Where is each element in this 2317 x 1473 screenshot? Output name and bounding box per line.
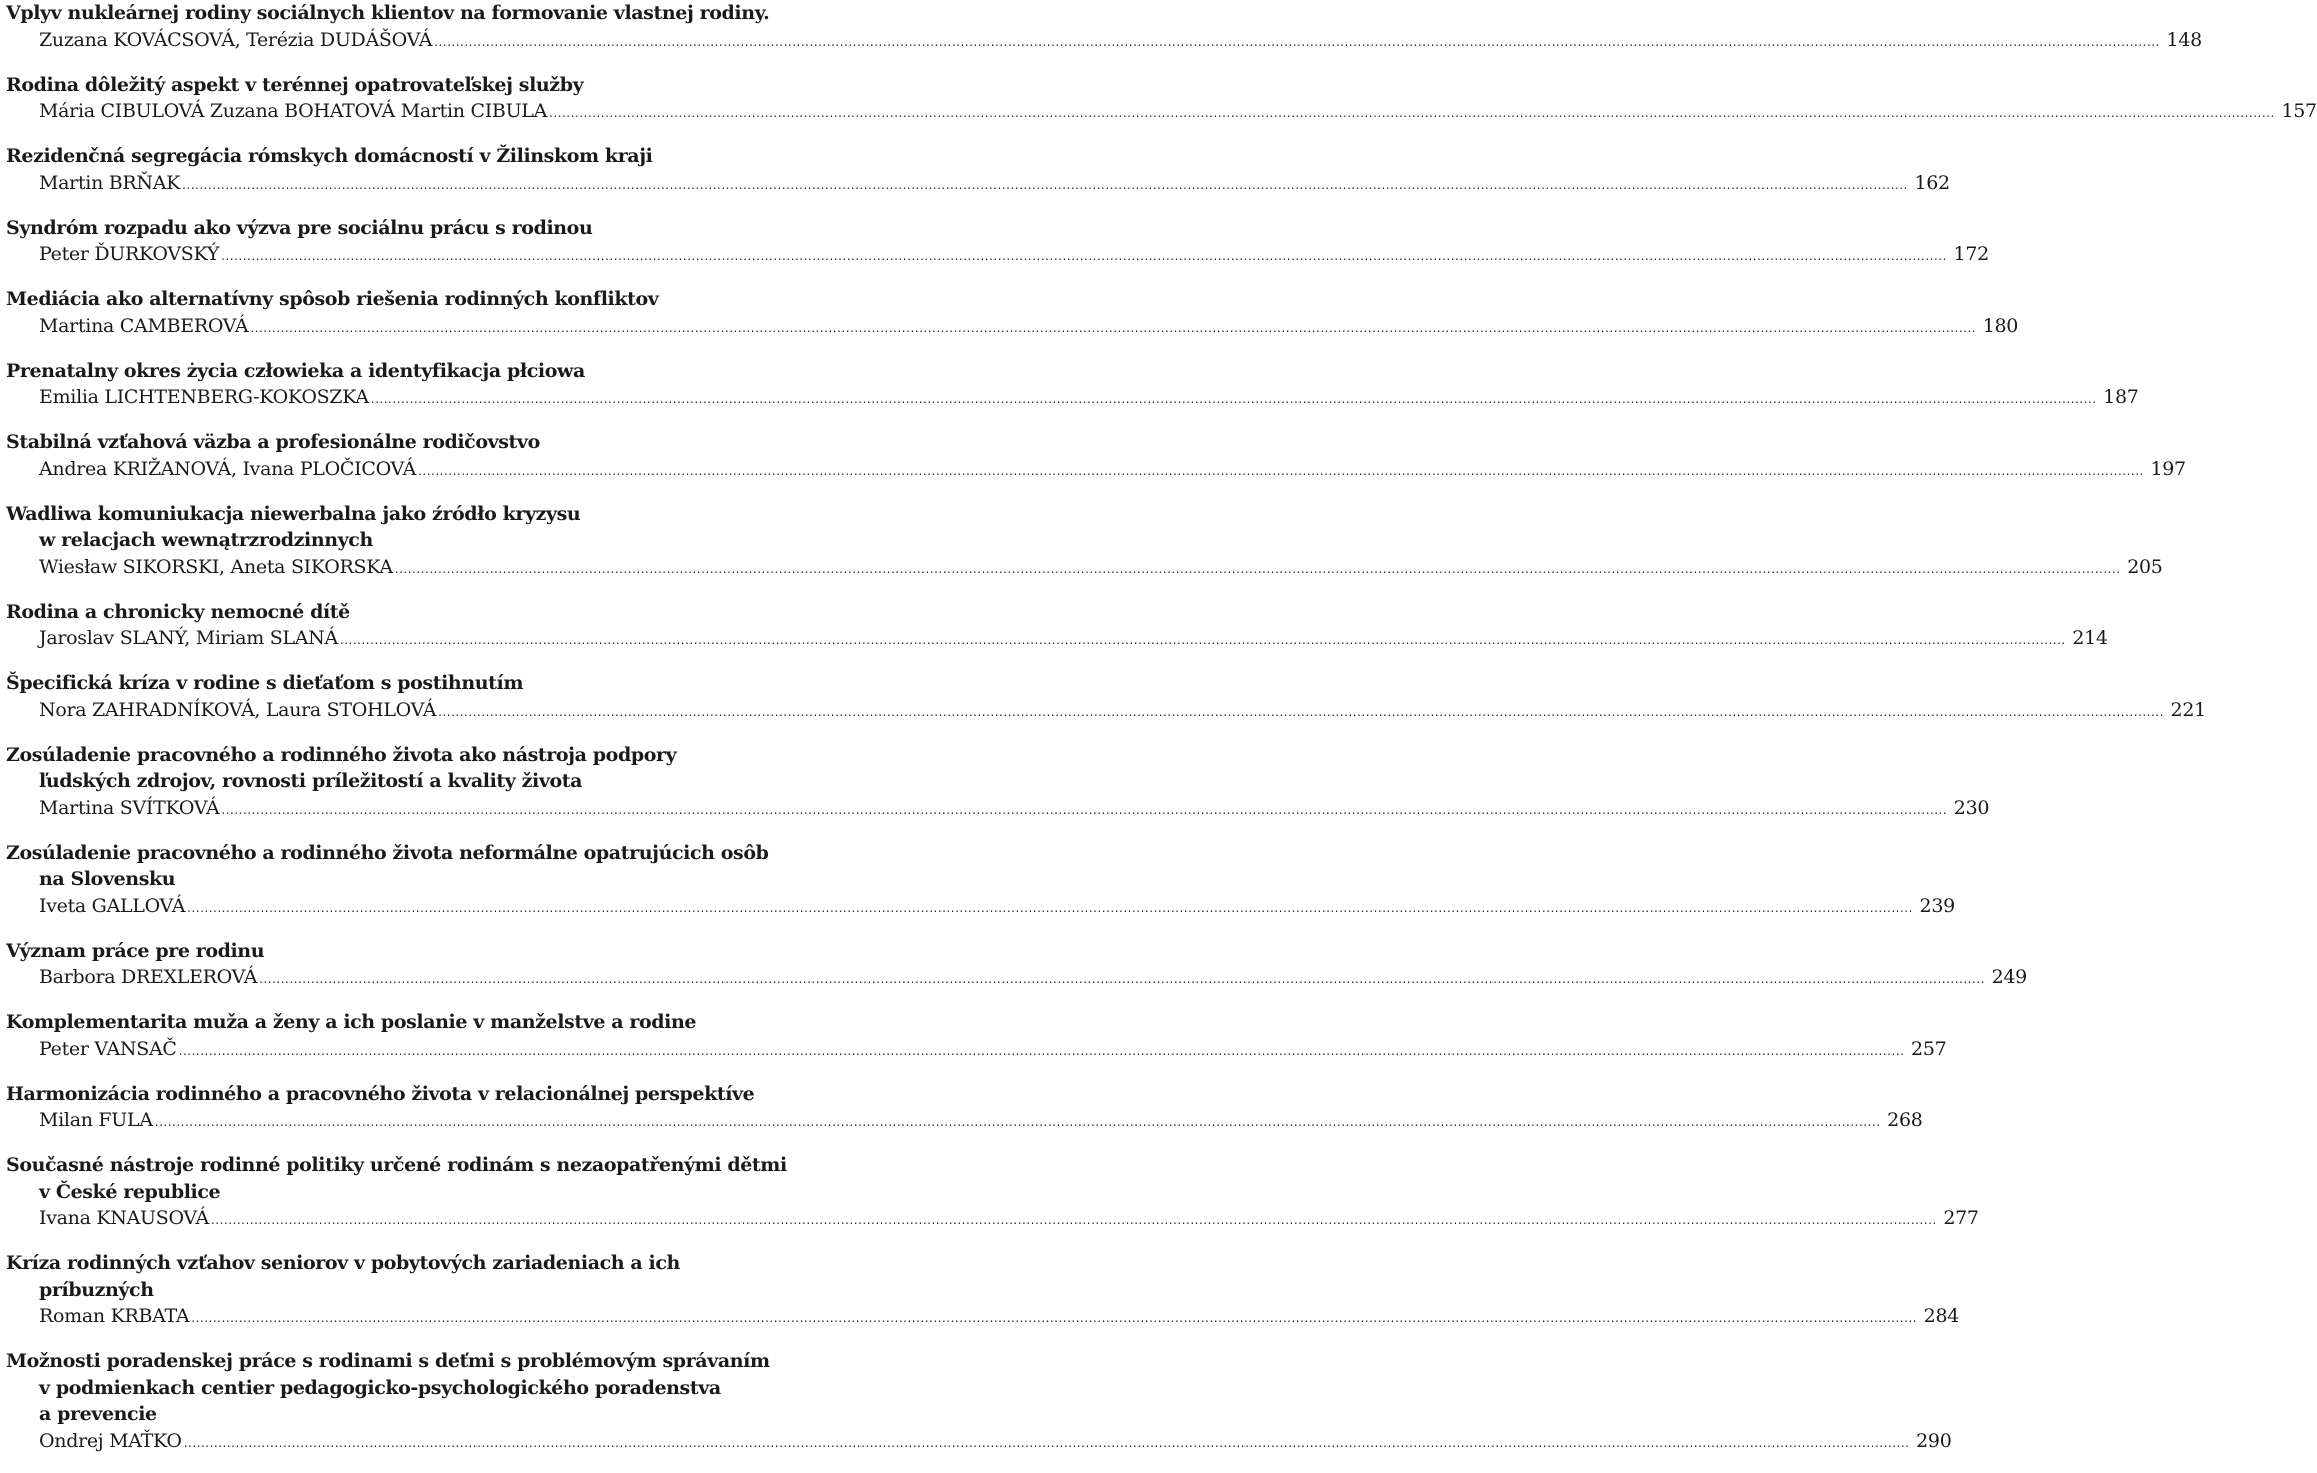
entry-authors: Roman KRBATA <box>39 1305 190 1327</box>
toc-entry <box>6 670 2206 725</box>
entry-page-number: 162 <box>1914 171 1950 194</box>
entry-page-number: 214 <box>2072 627 2108 649</box>
entry-authors: Martina CAMBEROVÁ <box>39 314 249 337</box>
dot-leader: ................................................................................................................................................................................................................................................................................................................................................................................................................ <box>183 1435 1910 1450</box>
entry-title-line: Prenatalny okres życia człowieka a identyfikacja płciowa <box>6 359 585 382</box>
entry-page-number: 205 <box>2127 555 2163 578</box>
toc-entry <box>6 143 1950 198</box>
entry-author-row <box>6 241 1989 269</box>
entry-author-row <box>6 456 2186 484</box>
entry-authors: Martin BRŇAK <box>39 171 181 194</box>
toc-entry <box>6 429 2186 484</box>
entry-authors: Zuzana KOVÁCSOVÁ, Terézia DUDÁŠOVÁ <box>39 28 433 51</box>
entry-title-line: Význam práce pre rodinu <box>6 939 265 962</box>
table-of-contents <box>6 0 2317 1473</box>
entry-authors: Barbora DREXLEROVÁ <box>39 966 258 988</box>
entry-title <box>6 72 956 99</box>
toc-entry <box>6 1009 1947 1064</box>
dot-leader: ................................................................................................................................................................................................................................................................................................................................................................................................................ <box>210 1213 1937 1227</box>
entry-author-row <box>6 795 1990 823</box>
toc-entry <box>6 599 2108 654</box>
toc-entry <box>6 286 2019 341</box>
entry-title-line: Komplementarita muža a ženy a ich poslanie v manželstve a rodine <box>6 1011 697 1033</box>
dot-leader: ................................................................................................................................................................................................................................................................................................................................................................................................................ <box>259 972 1985 986</box>
entry-title-line: Špecifická kríza v rodine s dieťaťom s postihnutím <box>6 672 524 694</box>
entry-page-number: 148 <box>2166 28 2202 51</box>
toc-entry <box>6 1250 1960 1331</box>
entry-author-row <box>6 893 1955 921</box>
entry-title <box>6 840 956 893</box>
entry-page-number: 230 <box>1953 796 1990 819</box>
entry-page-number: 187 <box>2103 386 2139 408</box>
entry-title-line: Rodina dôležitý aspekt v terénnej opatrovateľskej služby <box>6 73 584 96</box>
entry-authors: Jaroslav SLANÝ, Miriam SLANÁ <box>39 627 338 649</box>
dot-leader: ................................................................................................................................................................................................................................................................................................................................................................................................................ <box>370 392 2097 406</box>
entry-title-line: Zosúladenie pracovného a rodinného života ako nástroja podpory <box>6 743 677 766</box>
entry-page-number: 257 <box>1911 1037 1947 1060</box>
entry-authors: Peter VANSAČ <box>39 1037 177 1060</box>
dot-leader: ................................................................................................................................................................................................................................................................................................................................................................................................................ <box>438 704 2164 719</box>
entry-author-row <box>6 1303 1960 1331</box>
entry-author-row <box>6 697 2206 725</box>
entry-page-number: 284 <box>1923 1305 1960 1327</box>
dot-leader: ................................................................................................................................................................................................................................................................................................................................................................................................................ <box>154 1115 1881 1129</box>
entry-title <box>6 358 956 385</box>
entry-authors: Ondrej MAŤKO <box>39 1429 182 1452</box>
entry-title <box>6 1081 956 1108</box>
entry-author-row <box>6 170 1950 198</box>
entry-authors: Mária CIBULOVÁ Zuzana BOHATOVÁ Martin CIBULA <box>39 100 548 122</box>
entry-title <box>6 599 956 626</box>
dot-leader: ................................................................................................................................................................................................................................................................................................................................................................................................................ <box>191 1311 1918 1325</box>
toc-entry <box>6 501 2163 582</box>
entry-authors: Wiesław SIKORSKI, Aneta SIKORSKA <box>39 555 393 578</box>
entry-authors: Ivana KNAUSOVÁ <box>39 1207 209 1229</box>
entry-page-number: 221 <box>2170 698 2206 721</box>
entry-author-row <box>6 313 2019 341</box>
dot-leader: ................................................................................................................................................................................................................................................................................................................................................................................................................ <box>182 177 1908 192</box>
entry-title <box>6 429 956 456</box>
entry-authors: Iveta GALLOVÁ <box>39 894 186 917</box>
entry-title-line: Stabilná vzťahová väzba a profesionálne rodičovstvo <box>6 431 540 453</box>
entry-title-line: Kríza rodinných vzťahov seniorov v pobytových zariadeniach a ich <box>6 1252 680 1274</box>
dot-leader: ................................................................................................................................................................................................................................................................................................................................................................................................................ <box>418 463 2144 478</box>
toc-entry <box>6 840 1955 921</box>
toc-entry <box>6 358 2139 413</box>
entry-title <box>6 215 956 242</box>
entry-author-row <box>6 964 2027 992</box>
entry-title <box>6 742 956 795</box>
dot-leader: ................................................................................................................................................................................................................................................................................................................................................................................................................ <box>394 561 2121 576</box>
toc-entry <box>6 1348 1952 1456</box>
toc-entry <box>6 1081 1923 1136</box>
entry-page-number: 277 <box>1943 1207 1979 1229</box>
entry-title <box>6 143 956 170</box>
entry-title <box>6 1348 956 1428</box>
entry-authors: Andrea KRIŽANOVÁ, Ivana PLOČICOVÁ <box>39 457 417 480</box>
entry-page-number: 249 <box>1991 966 2027 988</box>
entry-page-number: 180 <box>1982 314 2019 337</box>
entry-author-row <box>6 98 2317 126</box>
entry-title-line: Wadliwa komuniukacja niewerbalna jako źródło kryzysu <box>6 502 581 525</box>
entry-title <box>6 1009 956 1036</box>
entry-title-line: Mediácia ako alternatívny spôsob riešenia rodinných konfliktov <box>6 288 659 310</box>
entry-page-number: 157 <box>2281 100 2317 122</box>
entry-title <box>6 1250 956 1303</box>
entry-title-line: na Slovensku <box>39 868 176 890</box>
entry-author-row <box>6 625 2108 653</box>
entry-author-row <box>6 1036 1947 1064</box>
entry-title-line: v České republice <box>39 1180 221 1203</box>
entry-title <box>6 501 956 554</box>
entry-author-row <box>6 554 2163 582</box>
entry-title-line: príbuzných <box>39 1278 154 1301</box>
entry-title-line: Syndróm rozpadu ako výzva pre sociálnu prácu s rodinou <box>6 216 593 239</box>
entry-author-row <box>6 1205 1979 1233</box>
entry-authors: Emilia LICHTENBERG-KOKOSZKA <box>39 386 369 408</box>
entry-author-row <box>6 27 2202 55</box>
toc-entry <box>6 215 1989 270</box>
entry-page-number: 290 <box>1916 1429 1952 1452</box>
toc-entry <box>6 938 2027 993</box>
dot-leader: ................................................................................................................................................................................................................................................................................................................................................................................................................ <box>339 633 2066 647</box>
entry-title <box>6 286 956 313</box>
entry-title-line: Vplyv nukleárnej rodiny sociálnych klientov na formovanie vlastnej rodiny. <box>6 2 770 24</box>
dot-leader: ................................................................................................................................................................................................................................................................................................................................................................................................................ <box>250 320 1977 335</box>
entry-page-number: 197 <box>2150 457 2186 480</box>
entry-title <box>6 1152 956 1205</box>
entry-title <box>6 0 956 27</box>
toc-entry <box>6 742 1990 823</box>
entry-authors: Martina SVÍTKOVÁ <box>39 796 220 819</box>
dot-leader: ................................................................................................................................................................................................................................................................................................................................................................................................................ <box>549 106 2275 120</box>
entry-title-line: Současné nástroje rodinné politiky určené rodinám s nezaopatřenými dětmi <box>6 1154 787 1176</box>
dot-leader: ................................................................................................................................................................................................................................................................................................................................................................................................................ <box>221 249 1947 263</box>
entry-author-row <box>6 384 2139 412</box>
entry-title-line: v podmienkach centier pedagogicko-psychologického poradenstva <box>39 1376 721 1399</box>
entry-title <box>6 938 956 965</box>
entry-author-row <box>6 1428 1952 1456</box>
entry-title-line: ľudských zdrojov, rovnosti príležitostí a kvality života <box>39 770 583 792</box>
entry-title <box>6 670 956 697</box>
toc-entry <box>6 0 2202 55</box>
entry-author-row <box>6 1107 1923 1135</box>
entry-page-number: 172 <box>1953 243 1989 265</box>
entry-authors: Milan FULA <box>39 1109 153 1131</box>
toc-entry <box>6 1152 1979 1233</box>
toc-entry <box>6 72 2317 127</box>
entry-page-number: 268 <box>1887 1109 1923 1131</box>
entry-title-line: a prevencie <box>39 1403 157 1425</box>
entry-authors: Peter ĎURKOVSKÝ <box>39 243 220 265</box>
entry-title-line: Rodina a chronicky nemocné dítě <box>6 600 350 623</box>
dot-leader: ................................................................................................................................................................................................................................................................................................................................................................................................................ <box>434 34 2160 49</box>
entry-page-number: 239 <box>1919 894 1955 917</box>
dot-leader: ................................................................................................................................................................................................................................................................................................................................................................................................................ <box>187 900 1913 915</box>
entry-title-line: Možnosti poradenskej práce s rodinami s deťmi s problémovým správaním <box>6 1350 770 1372</box>
dot-leader: ................................................................................................................................................................................................................................................................................................................................................................................................................ <box>178 1043 1905 1058</box>
dot-leader: ................................................................................................................................................................................................................................................................................................................................................................................................................ <box>221 802 1948 817</box>
entry-authors: Nora ZAHRADNÍKOVÁ, Laura STOHLOVÁ <box>39 698 437 721</box>
entry-title-line: Harmonizácia rodinného a pracovného života v relacionálnej perspektíve <box>6 1082 755 1105</box>
entry-title-line: Zosúladenie pracovného a rodinného života neformálne opatrujúcich osôb <box>6 841 769 864</box>
entry-title-line: w relacjach wewnątrzrodzinnych <box>39 529 373 551</box>
entry-title-line: Rezidenčná segregácia rómskych domácností v Žilinskom kraji <box>6 145 653 167</box>
